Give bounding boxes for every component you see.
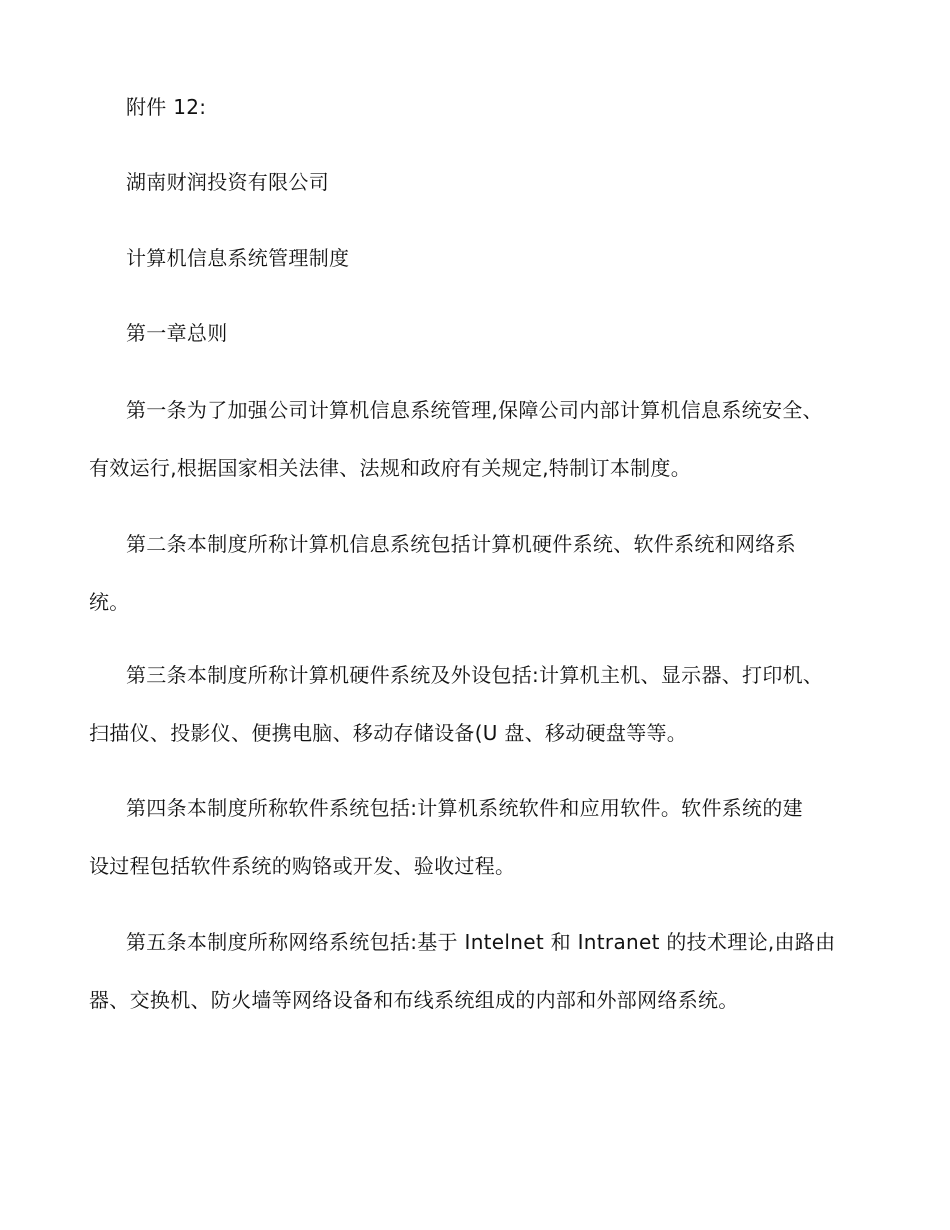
article-4-line-2: 设过程包括软件系统的购铬或开发、验收过程。 xyxy=(89,854,516,878)
article-2-line-1: 第二条本制度所称计算机信息系统包括计算机硬件系统、软件系统和网络系 xyxy=(126,532,796,556)
article-3-line-2: 扫描仪、投影仪、便携电脑、移动存储设备(U 盘、移动硬盘等等。 xyxy=(89,721,688,745)
article-1-line-2: 有效运行,根据国家相关法律、法规和政府有关规定,特制订本制度。 xyxy=(89,456,692,480)
document-title: 计算机信息系统管理制度 xyxy=(126,246,350,270)
article-4-line-1: 第四条本制度所称软件系统包括:计算机系统软件和应用软件。软件系统的建 xyxy=(126,796,803,820)
attachment-label: 附件 12: xyxy=(126,95,207,119)
article-3-line-1: 第三条本制度所称计算机硬件系统及外设包括:计算机主机、显示器、打印机、 xyxy=(126,663,824,687)
company-name: 湖南财润投资有限公司 xyxy=(126,170,329,194)
article-1-line-1: 第一条为了加强公司计算机信息系统管理,保障公司内部计算机信息系统安全、 xyxy=(126,398,823,422)
chapter-title: 第一章总则 xyxy=(126,321,228,345)
article-5-line-2: 器、交换机、防火墙等网络设备和布线系统组成的内部和外部网络系统。 xyxy=(89,988,739,1012)
article-5-line-1: 第五条本制度所称网络系统包括:基于 Intelnet 和 Intranet 的技术理论,由路由 xyxy=(126,930,836,954)
article-2-line-2: 统。 xyxy=(89,590,130,614)
